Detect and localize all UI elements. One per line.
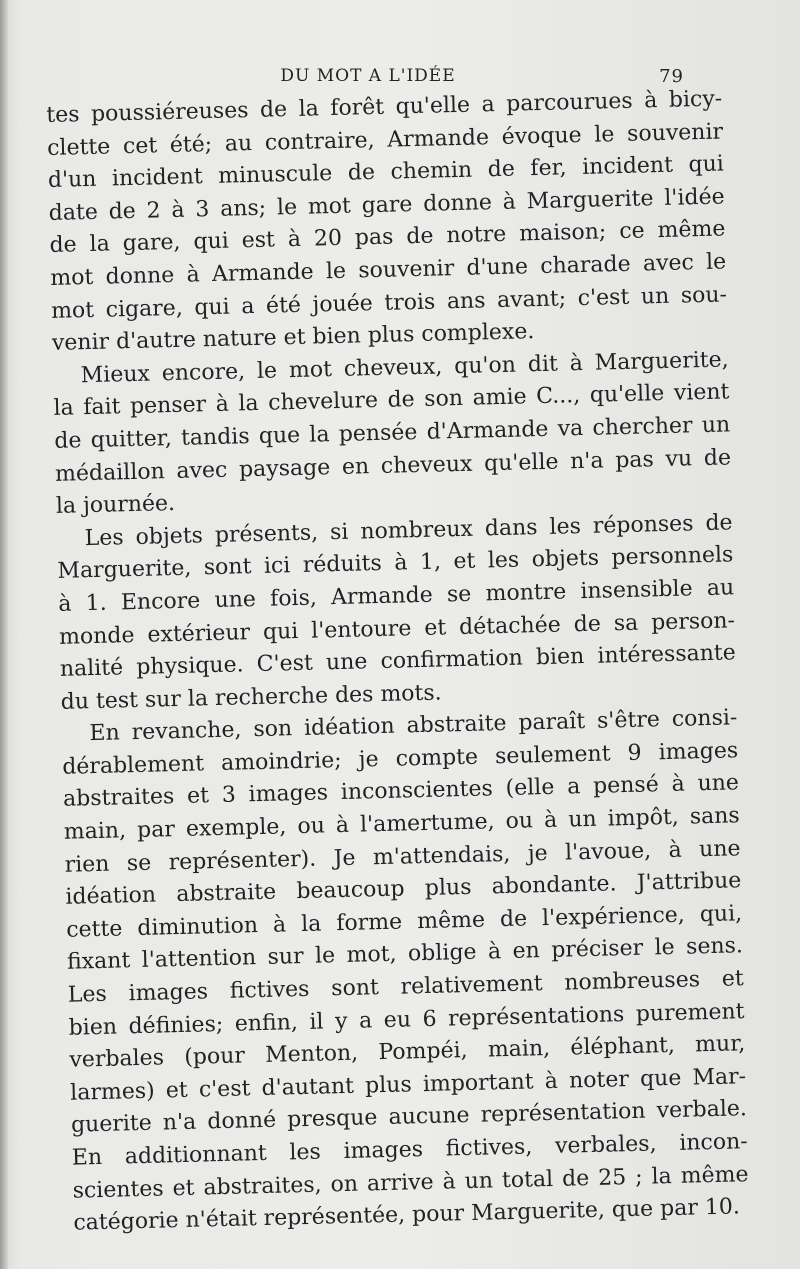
text-line: fixant l'attention sur le mot, oblige à en préciser le sens. <box>66 933 744 976</box>
text-line: catégorie n'était représentée, pour Marguerite, que par 10. <box>73 1194 741 1236</box>
text-line: de la gare, qui est à 20 pas de notre maison; ce même <box>49 216 726 259</box>
text-line: Mieux encore, le mot cheveux, qu'on dit à Marguerite, <box>80 347 729 388</box>
running-title: DU MOT A L'IDÉE <box>280 66 456 86</box>
text-line: de quitter, tandis que la pensée d'Armande va chercher un <box>54 412 731 454</box>
text-line: cette diminution à la forme même de l'expérience, qui, <box>65 901 743 943</box>
text-line: bien définies; enfin, il y a eu 6 représentations purement <box>68 998 745 1041</box>
text-line: la journée. <box>55 491 176 519</box>
text-line: En additionnant les images fictives, verbales, incon- <box>71 1129 748 1171</box>
text-line: abstraites et 3 images inconscientes (elle a pensé à une <box>62 770 740 813</box>
text-line: clette cet été; au contraire, Armande évoque le souvenir <box>46 119 724 161</box>
paragraph <box>52 344 732 523</box>
text-line: la fait penser à la chevelure de son amie C..., qu'elle vient <box>53 379 730 422</box>
paragraph <box>61 703 750 1241</box>
text-line: mot cigare, qui a été jouée trois ans avant; c'est un sou- <box>50 281 728 324</box>
text-line: tes poussiéreuses de la forêt qu'elle a parcourues à bicy- <box>46 86 723 128</box>
text-line: larmes) et c'est d'autant plus important à noter que Mar- <box>69 1064 747 1106</box>
text-line: médaillon avec paysage en cheveux qu'elle n'a pas vu de <box>54 444 732 487</box>
text-line: idéation abstraite beaucoup plus abondante. J'attribue <box>65 868 742 911</box>
text-line: Les images fictives sont relativement nombreuses et <box>67 966 744 1008</box>
text-line: monde extérieur qui l'entoure et détachée de sa person- <box>58 607 736 650</box>
paragraph <box>56 507 737 719</box>
text-line: nalité physique. C'est une confirmation bien intéressante <box>59 640 737 682</box>
page-number: 79 <box>659 66 684 87</box>
text-line: date de 2 à 3 ans; le mot gare donne à Marguerite l'idée <box>48 184 725 226</box>
text-line: d'un incident minuscule de chemin de fer, incident qui <box>47 151 725 194</box>
text-line: main, par exemple, ou à l'amertume, ou à un impôt, sans <box>63 803 741 845</box>
text-line: scientes et abstraites, on arrive à un total de 25 ; la même <box>72 1161 749 1204</box>
body-text <box>46 83 750 1240</box>
paragraph <box>46 83 728 360</box>
text-line: du test sur la recherche des mots. <box>60 680 442 715</box>
text-line: verbales (pour Menton, Pompéi, main, éléphant, mur, <box>69 1031 746 1073</box>
page-binding-edge <box>0 0 8 1269</box>
text-line: dérablement amoindrie; je compte seulement 9 images <box>62 738 739 780</box>
text-line: mot donne à Armande le souvenir d'une charade avec le <box>50 249 727 291</box>
text-line: Les objets présents, si nombreux dans les réponses de <box>84 510 733 551</box>
text-line: guerite n'a donné presque aucune représentation verbale. <box>70 1096 748 1139</box>
text-line: Marguerite, sont ici réduits à 1, et les objets personnels <box>57 542 734 585</box>
text-line: En revanche, son idéation abstraite paraît s'être consi- <box>89 705 738 747</box>
text-line: venir d'autre nature et bien plus complexe. <box>51 319 535 357</box>
text-line: à 1. Encore une fois, Armande se montre insensible au <box>58 575 735 617</box>
text-line: rien se représenter). Je m'attendais, je l'avoue, à une <box>64 835 741 878</box>
